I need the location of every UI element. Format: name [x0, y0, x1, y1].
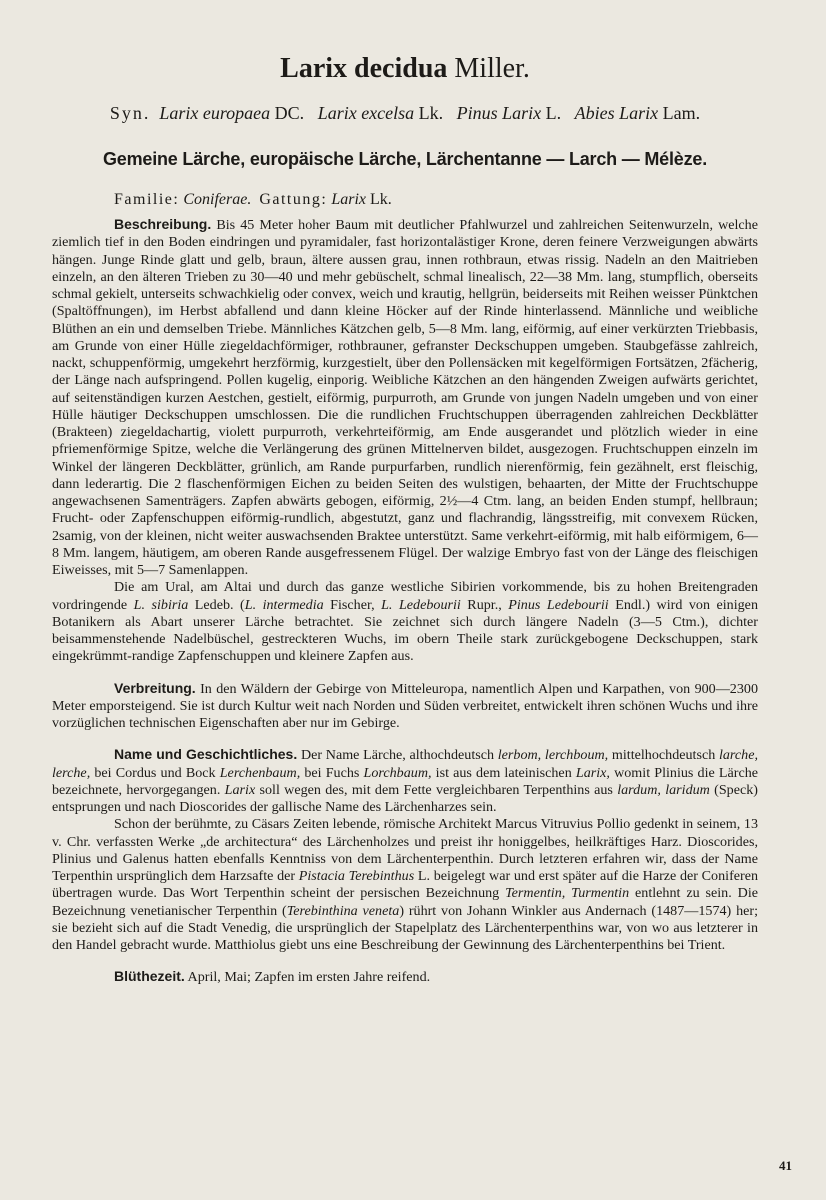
history-text-5: ist aus dem lateinischen: [431, 764, 576, 781]
main-text: [52, 216, 758, 987]
description-text: Bis 45 Meter hoher Baum mit deutlicher Pfahlwurzel und zahlreichen Seitenwurzeln, welche ziemlich tief in den Boden eindringen und pyramidaler, fast horizontalästiger Krone, deren feinere Verzweigungen abwärts hängen. Junge Rinde glatt und gelb, braun, ältere aussen grau, innen rothbraun, etwas rissig. Nadeln an den Maitrieben einzeln, an den älteren Trieben zu 30—40 und mehr gebüschelt, schmal linealisch, 22—38 Mm. lang, stumpflich, oberseits schmal gekielt, unterseits schwachkielig oder convex, weich und krautig, hellgrün, beiderseits mit Reihen weisser Pünktchen (Spaltöffnungen), im Herbst abfallend und dann kleine Höcker auf der Rinde hinterlassend. Männliche und weibliche Blüthen an ein und demselben Triebe. Männliches Kätzchen gelb, 5—8 Mm. lang, eiförmig, auf einer verkürzten Triebbasis, am Grunde von einer Hülle ziegeldachförmiger, rothbrauner, gefranster Deckschuppen umgeben. Staubgefässe zahlreich, nackt, schuppenförmig, umgekehrt herzförmig, kurzgestielt, über den Pollensäcken mit kegelförmigen Fortsätzen, 2fächerig, der Länge nach aufspringend. Pollen kugelig, einporig. Weibliche Kätzchen an den hängenden Zweigen aufwärts gerichtet, auf seitenständigen kurzen Aestchen, gestielt, eiförmig, purpurroth, am Grunde von jungen Nadeln umgeben und von einer Hülle häutiger Deckschuppen umschlossen. Die die rundlichen Fruchtschuppen überragenden zahlreichen Deckblätter (Brakteen) ziegeldachartig, violett purpurroth, verkehrteiförmig, am Ende ausgerandet und plötzlich wieder in eine pfriemenförmige Spitze, welche die Verlängerung des grünen Mittelnerven bildet, ausgezogen. Fruchtschuppen einzeln im Winkel der längeren Deckblätter, grünlich, am Rande purpurfarben, rundlich nierenförmig, fein gezähnelt, erst fleischig, dann lederartig. Die 2 flaschenförmigen Eichen zu beiden Seiten des wulstigen, behaarten, der Mitte der Fruchtschuppe angewachsenen Samenträgers. Zapfen abwärts gebogen, eiförmig, 2½—4 Ctm. lang, an beiden Enden stumpf, hellbraun; Frucht- oder Zapfenschuppen eiförmig-rundlich, abgestutzt, ganz und flachrandig, längsstreifig, mit convexem Rücken, 2samig, von der kleinen, nicht weiter auswachsenden Braktee unterstützt. Same verkehrt-eiförmig, mit halb eiförmigem, 6—8 Mm. langem, häutigem, am oberen Rande ausgefressenem Flügel. Der walzige Embryo fast von der Länge des fleischigen Eiweisses, mit 5—7 Samenlappen.: [52, 217, 758, 578]
history-term-1: lerbom, lerchboum,: [497, 747, 609, 764]
page-number: 41: [779, 1158, 792, 1173]
genus-label: Gattung:: [259, 191, 328, 208]
history2-text-1: Schon der berühmte, zu Cäsars Zeiten lebende, römische Architekt Marcus Vitruvius Pollio gedenkt in seinem, 13 v. Chr. verfassten Werke „de architectura“ des Lärchenholzes und preist ihr honiggelbes, heilkräftiges Harz. Dioscorides, Plinius und Galenus hatten ebenfalls Kenntniss von dem Lärchenterpenthin. Durch letzteren erfahren wir, dass der Name Terpenthin ursprünglich dem Harzsafte der: [52, 816, 758, 884]
family-line: [52, 190, 758, 210]
variety-text-3: Fischer,: [323, 596, 382, 613]
history-text-2: mittelhochdeutsch: [608, 747, 719, 764]
history-text-3: bei Cordus und Bock: [90, 764, 220, 781]
variety-species-1: L. sibiria: [133, 596, 189, 613]
synonym-2: Larix excelsa: [317, 103, 415, 123]
flowering-paragraph: [52, 968, 758, 986]
family-name: Coniferae.: [183, 191, 252, 208]
synonym-1: Larix europaea: [159, 103, 271, 123]
history-text-6: womit Plinius die Lärche bezeichnete, hervorgegangen.: [52, 764, 758, 798]
history-term-3: Lerchenbaum,: [219, 764, 301, 781]
synonym-4-author: Lam.: [662, 103, 701, 123]
description-heading: Beschreibung.: [114, 216, 212, 232]
synonyms-line: [52, 102, 758, 124]
synonyms-label: Syn.: [109, 103, 151, 123]
history2-term-1: Pistacia Terebinthus: [298, 868, 415, 884]
variety-species-2: L. intermedia: [244, 596, 324, 613]
history-term-7: lardum, laridum: [617, 781, 710, 798]
history-text-8: (Speck) entsprungen und nach Dioscorides der gallische Name des Lärchenharzes sein.: [52, 781, 758, 815]
variety-text-5: Endl.) wird von einigen Botanikern als Abart unserer Lärche betrachtet. Sie zeichnet sich durch längere Nadeln (3—5 Ctm.), dichter beisammenstehende Nadelbüschel, gestreckteren Wuchs, im obern Theile stark zurückgebogene Deckschuppen, stark eingekrümmt-randige Zapfenschuppen und kleinere Zapfen aus.: [52, 596, 758, 665]
history-paragraph: [52, 746, 758, 816]
description-paragraph: [52, 216, 758, 579]
page-title: [52, 0, 758, 86]
history-paragraph-2: [52, 816, 758, 954]
synonym-3-author: L.: [545, 103, 562, 123]
variety-species-3: L. Ledebourii: [381, 596, 461, 613]
species-name: Larix decidua: [280, 53, 448, 84]
history-text-1: Der Name Lärche, althochdeutsch: [300, 747, 498, 764]
history2-text-2: L. beigelegt war und erst später auf die Harze der Coniferen übertragen wurde. Das Wort Terpenthin scheint der persischen Bezeichnung: [52, 868, 759, 902]
history2-term-3: Terebinthina veneta: [286, 902, 400, 919]
variety-paragraph: [52, 579, 758, 665]
history2-text-3: entlehnt zu sein. Die Bezeichnung venetianischer Terpenthin (: [52, 885, 758, 919]
variety-species-4: Pinus Ledebourii: [508, 596, 609, 613]
family-label: Familie:: [114, 191, 180, 208]
genus-author: Lk.: [370, 191, 392, 208]
distribution-text: In den Wäldern der Gebirge von Mitteleuropa, namentlich Alpen und Karpathen, von 900—2300 Meter emporsteigend. Sie ist durch Kultur weit nach Norden und Süden verbreitet, entwickelt ihren schönen Wuchs und ihre vorzüglichen technischen Eigenschaften aber nur im Gebirge.: [52, 680, 758, 731]
variety-text-2: Ledeb. (: [188, 596, 245, 613]
flowering-text: April, Mai; Zapfen im ersten Jahre reifend.: [187, 969, 431, 986]
distribution-paragraph: [52, 680, 758, 733]
history-text-4: bei Fuchs: [300, 764, 364, 781]
synonym-3: Pinus Larix: [456, 103, 542, 123]
history-text-7: soll wegen des, mit dem Fette vergleichbaren Terpenthins aus: [255, 781, 618, 798]
history2-text-4: ) rührt von Johann Winkler aus Andernach (1487—1574) her; sie bezieht sich auf die Stadt Venedig, die ursprünglich der Stapelplatz des Lärchenterpenthins war, von wo aus letzterer in den Handel gebracht wurde. Matthiolus giebt uns eine Beschreibung der Gewinnung des Lärchenterpenthins bei Trient.: [52, 902, 758, 953]
history-term-6: Larix: [224, 781, 256, 798]
variety-text-1: Die am Ural, am Altai und durch das ganze westliche Sibirien vorkommende, bis zu hohen Breitengraden vordringende: [52, 579, 758, 613]
synonym-4: Abies Larix: [574, 103, 659, 123]
common-names: Gemeine Lärche, europäische Lärche, Lärchentanne — Larch — Mélèze.: [102, 149, 707, 169]
synonym-2-author: Lk.: [418, 103, 444, 123]
history-term-2: larche, lerche,: [52, 747, 758, 781]
history-term-5: Larix,: [575, 764, 610, 781]
variety-text-4: Rupr.,: [460, 596, 509, 613]
genus-name: Larix: [331, 191, 366, 208]
distribution-heading: Verbreitung.: [114, 679, 196, 696]
synonym-1-author: DC.: [274, 103, 305, 123]
history2-term-2: Termentin, Turmentin: [505, 885, 630, 902]
history-term-4: Lorchbaum,: [363, 764, 432, 781]
flowering-heading: Blüthezeit.: [114, 968, 185, 985]
species-author: Miller.: [454, 53, 530, 84]
history-heading: Name und Geschichtliches.: [114, 746, 298, 763]
